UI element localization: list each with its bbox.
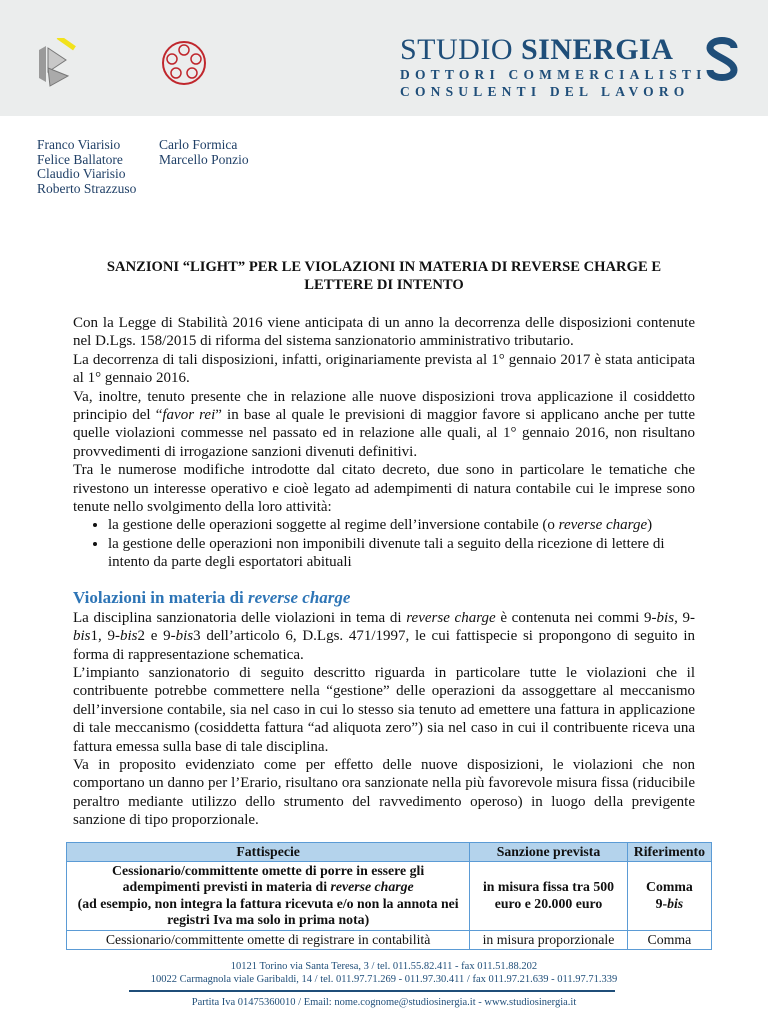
footer — [0, 960, 768, 1029]
column-header: Fattispecie — [67, 842, 470, 861]
paragraph: Con la Legge di Stabilità 2016 viene anticipata di un anno la decorrenza delle disposizioni contenute nel D.Lgs. 158/2015 di riforma del sistema sanzionatorio amministrativo tributario. — [73, 315, 695, 350]
text: , 9- — [674, 609, 695, 626]
column-header: Sanzione prevista — [470, 842, 627, 861]
list-item — [108, 516, 695, 534]
text: Va, inoltre, tenuto presente che in relazione alle nuove disposizioni trova applicazione il cosiddetto principio del “ — [73, 388, 695, 424]
text-italic: bis — [175, 628, 194, 645]
paragraph: La decorrenza di tali disposizioni, infatti, originariamente prevista al 1° gennaio 2017 è stata anticipata al 1° gennaio 2016. — [73, 351, 695, 387]
partner-name: Marcello Ponzio — [159, 151, 249, 167]
text-italic: bis — [73, 628, 91, 645]
text: è contenuta nei commi 9- — [495, 609, 657, 626]
paragraph: Tra le numerose modifiche introdotte dal citato decreto, due sono in particolare le tematiche che rivestono un interesse operativo e cioè legato ad adempimenti di natura contabile cui le imprese sono tenute nello svolgimento della loro attività: — [73, 462, 695, 516]
table-cell — [67, 861, 470, 930]
partner-name: Roberto Strazzuso — [37, 180, 137, 196]
brand-name-light: STUDIO — [400, 33, 521, 66]
document-body — [73, 0, 705, 950]
table-cell — [627, 861, 711, 930]
text-italic: reverse charge — [406, 609, 496, 626]
partner-name: Felice Ballatore — [37, 151, 123, 167]
document-title: SANZIONI “LIGHT” PER LE VIOLAZIONI IN MATERIA DI REVERSE CHARGE E LETTERE DI INTENTO — [106, 259, 662, 293]
footer-address-1: 10121 Torino via Santa Teresa, 3 / tel. 011.55.82.411 - fax 011.51.88.202 — [230, 961, 538, 972]
brand-subtitle-2: CONSULENTI DEL LAVORO — [400, 84, 690, 99]
text: Cessionario/committente omette di porre in essere gli adempimenti previsti in materia di — [112, 862, 425, 895]
section-heading — [73, 588, 695, 608]
text: 1, 9- — [90, 628, 120, 645]
text: (ad esempio, non integra la fattura ricevuta e/o non la annota nei registri Iva ma solo in prima nota) — [77, 895, 459, 928]
brand-subtitle-1: DOTTORI COMMERCIALISTI — [400, 67, 707, 82]
paragraph: Va in proposito evidenziato come per effetto delle nuove disposizioni, le violazioni che non comportano un danno per l’Erario, risultano ora sanzionate nella più favorevole misura fissa (riducibile peraltro mediante utilizzo dello strumento del ravvedimento operoso) in luogo della previgente sanzione di tipo proporzionale. — [73, 756, 695, 829]
table-cell: Cessionario/committente omette di registrare in contabilità — [67, 930, 470, 949]
text-italic: bis — [656, 609, 675, 626]
text: La disciplina sanzionatoria delle violazioni in tema di — [73, 609, 407, 626]
table-cell: Comma — [627, 930, 711, 949]
text: ) — [647, 517, 653, 534]
footer-address-2: 10022 Carmagnola viale Garibaldi, 14 / tel. 011.97.71.269 - 011.97.30.411 / fax 011.97.21.639 - 011.97.71.339 — [150, 974, 618, 985]
brand-name-bold: SINERGIA — [521, 33, 674, 66]
text-italic: reverse charge — [558, 517, 648, 534]
partner-name: Carlo Formica — [159, 137, 238, 152]
bullet-list — [73, 516, 695, 571]
table-header-row — [67, 842, 712, 861]
footer-divider — [129, 990, 615, 992]
studio-sinergia-s-icon — [706, 36, 738, 82]
text: la gestione delle operazioni soggette al regime dell’inversione contabile (o — [108, 517, 559, 534]
text-italic: reverse charge — [330, 879, 414, 895]
table-row — [67, 930, 712, 949]
list-item: • la gestione delle operazioni non imponibili divenute tali a seguito della ricezione di lettere di intento da parte degli esportatori abituali — [108, 535, 695, 572]
text-italic: bis — [119, 628, 138, 645]
text-italic: reverse charge — [248, 587, 351, 607]
text: 2 e 9- — [137, 628, 176, 645]
text: Violazioni in materia di — [73, 587, 249, 607]
text: 9- — [655, 895, 668, 911]
table-cell: in misura fissa tra 500 euro e 20.000 euro — [470, 861, 627, 930]
sanctions-table — [66, 842, 712, 950]
text-italic: favor rei — [162, 407, 216, 424]
text-italic: bis — [667, 895, 684, 911]
text: 3 dell’articolo 6, D.Lgs. 471/1997, le cui fattispecie si propongono di seguito in forma di rappresentazione schematica. — [73, 628, 695, 663]
table-row — [67, 861, 712, 930]
column-header: Riferimento — [627, 842, 711, 861]
partner-name: Franco Viarisio — [37, 137, 121, 152]
text: ” in base al quale le previsioni di maggior favore si applicano anche per tutte quelle violazioni commesse nel passato ed in relazione alle quali, al 1° gennaio 2016, non risultano provvedimenti di irrogazione sanzioni divenuti definitivi. — [73, 407, 695, 460]
paragraph — [73, 388, 695, 462]
footer-contact: Partita Iva 01475360010 / Email: nome.cognome@studiosinergia.it - www.studiosinergia.it — [191, 997, 577, 1008]
text: Comma — [645, 879, 693, 895]
paragraph: L’impianto sanzionatorio di seguito descritto riguarda in particolare tutte le violazioni che il contribuente potrebbe commettere nella “gestione” delle operazioni da assoggettare al meccanismo dell’inversione contabile, sia nel caso in cui lo stesso sia tenuto ad emettere una fattura in applicazione di tale meccanismo (cosiddetta fattura “ad aliquota zero”) sia nel caso in cui il contribuente riceva una fattura emessa sulla base di tale disciplina. — [73, 664, 695, 755]
paragraph — [73, 609, 695, 664]
table-cell: in misura proporzionale — [470, 930, 627, 949]
partner-name: Claudio Viarisio — [37, 166, 126, 181]
